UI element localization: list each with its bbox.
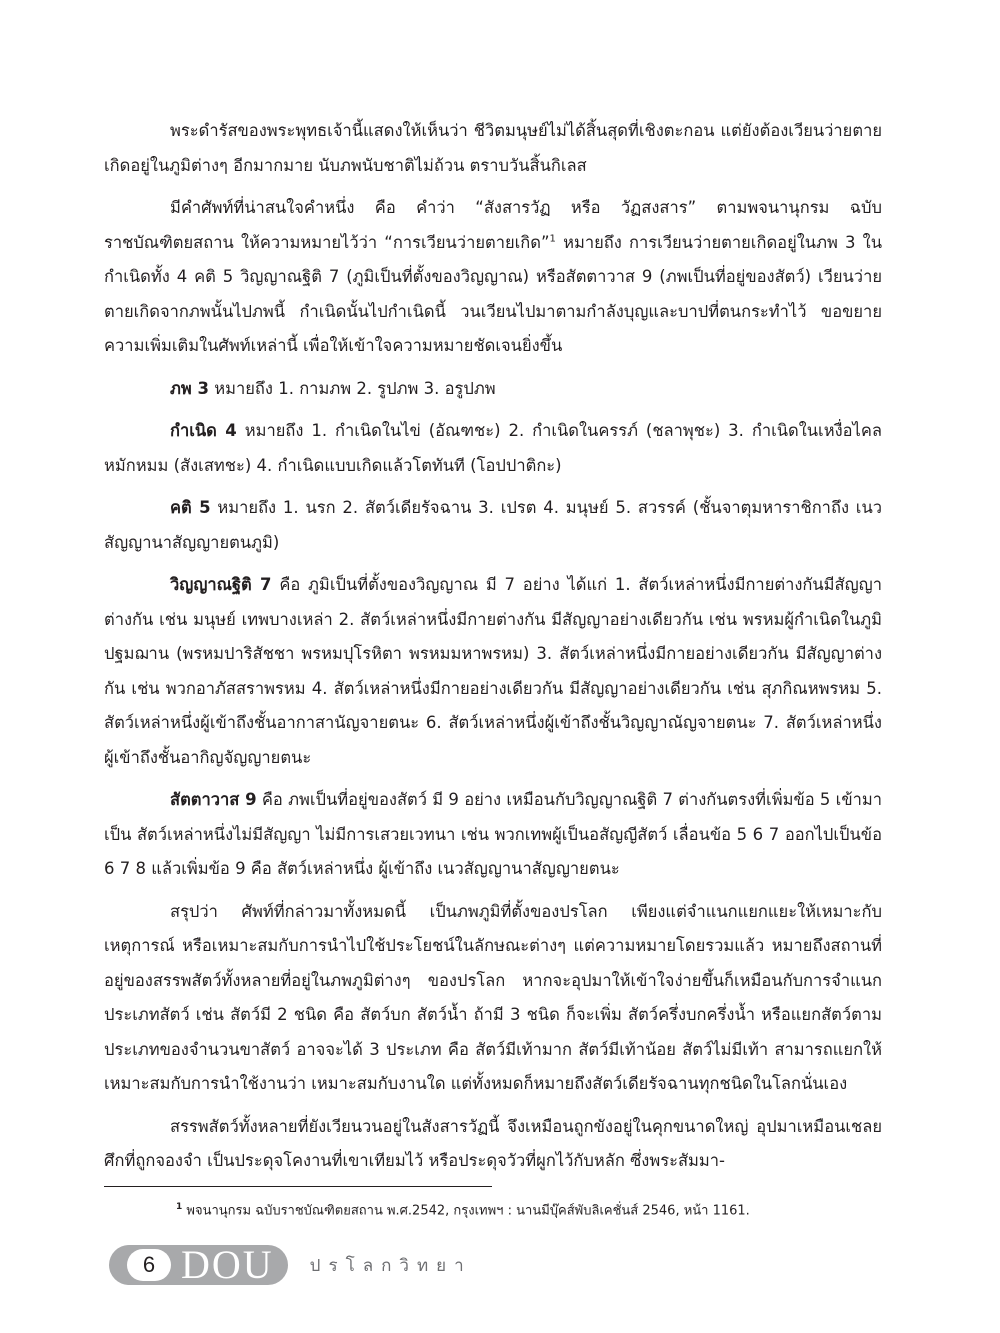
page-number: 6 bbox=[127, 1249, 171, 1281]
term-heading: กำเนิด 4 bbox=[170, 421, 237, 440]
body-text bbox=[104, 114, 882, 1187]
term-heading: สัตตาวาส 9 bbox=[170, 790, 257, 809]
term-heading: วิญญาณฐิติ 7 bbox=[170, 575, 272, 594]
paragraph-summary: สรุปว่า ศัพท์ที่กล่าวมาทั้งหมดนี้ เป็นภพภูมิที่ตั้งของปรโลก เพียงแต่จำแนกแยกแยะให้เหมาะกับเหตุการณ์ หรือเหมาะสมกับการนำไปใช้ประโยชน์ในลักษณะต่างๆ แต่ความหมายโดยรวมแล้ว หมายถึงสถานที่อยู่ของสรรพสัตว์ทั้งหลายที่อยู่ในภพภูมิต่างๆ ของปรโลก หากจะอุปมาให้เข้าใจง่ายขึ้นก็เหมือนกับการจำแนกประเภทสัตว์ เช่น สัตว์มี 2 ชนิด คือ สัตว์บก สัตว์น้ำ ถ้ามี 3 ชนิด ก็จะเพิ่ม สัตว์ครึ่งบกครึ่งน้ำ หรือแยกสัตว์ตามประเภทของจำนวนขาสัตว์ อาจจะได้ 3 ประเภท คือ สัตว์มีเท้ามาก สัตว์มีเท้าน้อย สัตว์ไม่มีเท้า สามารถแยกให้เหมาะสมกับการนำใช้งานว่า เหมาะสมกับงานใด แต่ทั้งหมดก็หมายถึงสัตว์เดียรัจฉานทุกชนิดในโลกนั่นเอง bbox=[104, 901, 882, 1093]
paragraph-bhava-3: ภพ 3 หมายถึง 1. กามภพ 2. รูปภพ 3. อรูปภพ bbox=[170, 378, 496, 398]
footnote bbox=[176, 1196, 936, 1222]
dou-logo: DOU bbox=[181, 1242, 274, 1287]
footnote-divider bbox=[104, 1186, 492, 1187]
paragraph-intro: พระดำรัสของพระพุทธเจ้านี้แสดงให้เห็นว่า ชีวิตมนุษย์ไม่ได้สิ้นสุดที่เชิงตะกอน แต่ยังต้องเวียนว่ายตายเกิดอยู่ในภูมิต่างๆ อีกมากมาย นับภพนับชาติไม่ถ้วน ตราบวันสิ้นกิเลส bbox=[104, 121, 882, 175]
footnote-text: พจนานุกรม ฉบับราชบัณฑิตยสถาน พ.ศ.2542, กรุงเทพฯ : นานมีบุ๊คส์พับลิเคชั่นส์ 2546, หน้า 1161. bbox=[182, 1203, 750, 1219]
footnote-marker: 1 bbox=[176, 1202, 183, 1212]
term-heading: คติ 5 bbox=[170, 498, 211, 517]
term-heading: ภพ 3 bbox=[170, 378, 209, 398]
page-footer bbox=[109, 1242, 472, 1287]
paragraph-yoni-4: กำเนิด 4 หมายถึง 1. กำเนิดในไข่ (อัณฑชะ) 2. กำเนิดในครรภ์ (ชลาพุชะ) 3. กำเนิดในเหงื่อไคลหมักหมม (สังเสทชะ) 4. กำเนิดแบบเกิดแล้วโตทันที (โอปปาติกะ) bbox=[104, 421, 882, 475]
paragraph-beings-in-samsara: สรรพสัตว์ทั้งหลายที่ยังเวียนวนอยู่ในสังสารวัฏนี้ จึงเหมือนถูกขังอยู่ในคุกขนาดใหญ่ อุปมาเหมือนเชลยศึกที่ถูกจองจำ เป็นประดุจโคงานที่เขาเทียมไว้ หรือประดุจวัวที่ผูกไว้กับหลัก ซึ่งพระสัมมา- bbox=[104, 1116, 882, 1170]
paragraph-gati-5: คติ 5 หมายถึง 1. นรก 2. สัตว์เดียรัจฉาน 3. เปรต 4. มนุษย์ 5. สวรรค์ (ชั้นจาตุมหาราชิกาถึง เนวสัญญานาสัญญายตนภูมิ) bbox=[104, 498, 882, 552]
paragraph-sattavasa-9: สัตตาวาส 9 คือ ภพเป็นที่อยู่ของสัตว์ มี 9 อย่าง เหมือนกับวิญญาณฐิติ 7 ต่างกันตรงที่เพิ่มข้อ 5 เข้ามาเป็น สัตว์เหล่าหนึ่งไม่มีสัญญา ไม่มีการเสวยเวทนา เช่น พวกเทพผู้เป็นอสัญญีสัตว์ เลื่อนข้อ 5 6 7 ออกไปเป็นข้อ 6 7 8 แล้วเพิ่มข้อ 9 คือ สัตว์เหล่าหนึ่ง ผู้เข้าถึง เนวสัญญานาสัญญายตนะ bbox=[104, 790, 883, 878]
paragraph-vinnanatthiti-7: วิญญาณฐิติ 7 คือ ภูมิเป็นที่ตั้งของวิญญาณ มี 7 อย่าง ได้แก่ 1. สัตว์เหล่าหนึ่งมีกายต่างกันมีสัญญาต่างกัน เช่น มนุษย์ เทพบางเหล่า 2. สัตว์เหล่าหนึ่งมีกายต่างกัน มีสัญญาอย่างเดียวกัน เช่น พรหมผู้กำเนิดในภูมิปฐมฌาน (พรหมปาริสัชชา พรหมปุโรหิตา พรหมมหาพรหม) 3. สัตว์เหล่าหนึ่งมีกายอย่างเดียวกัน มีสัญญาต่างกัน เช่น พวกอาภัสสราพรหม 4. สัตว์เหล่าหนึ่งมีกายอย่างเดียวกัน มีสัญญาอย่างเดียวกัน เช่น สุภกิณหพรหม 5. สัตว์เหล่าหนึ่งผู้เข้าถึงชั้นอากาสานัญจายตนะ 6. สัตว์เหล่าหนึ่งผู้เข้าถึงชั้นวิญญาณัญจายตนะ 7. สัตว์เหล่าหนึ่งผู้เข้าถึงชั้นอากิญจัญญายตนะ bbox=[104, 575, 883, 767]
paragraph-samsara-definition: มีคำศัพท์ที่น่าสนใจคำหนึ่ง คือ คำว่า “สังสารวัฏ หรือ วัฏสงสาร” ตามพจนานุกรม ฉบับราชบัณฑิตยสถาน ให้ความหมายไว้ว่า “การเวียนว่ายตายเกิด”$^1$ หมายถึง การเวียนว่ายตายเกิดอยู่ในภพ 3 ในกำเนิดทั้ง 4 คติ 5 วิญญาณฐิติ 7 (ภูมิเป็นที่ตั้งของวิญญาณ) หรือสัตตาวาส 9 (ภพเป็นที่อยู่ของสัตว์) เวียนว่ายตายเกิดจากภพนั้นไปภพนี้ กำเนิดนั้นไปกำเนิดนี้ วนเวียนไปมาตามกำลังบุญและบาปที่ตนกระทำไว้ ขอขยายความเพิ่มเติมในศัพท์เหล่านี้ เพื่อให้เข้าใจความหมายชัดเจนยิ่งขึ้น bbox=[104, 198, 882, 355]
page-badge bbox=[109, 1242, 288, 1287]
footnote-reference[interactable]: 1 bbox=[549, 233, 556, 244]
course-title: ปรโลกวิทยา bbox=[309, 1255, 472, 1276]
